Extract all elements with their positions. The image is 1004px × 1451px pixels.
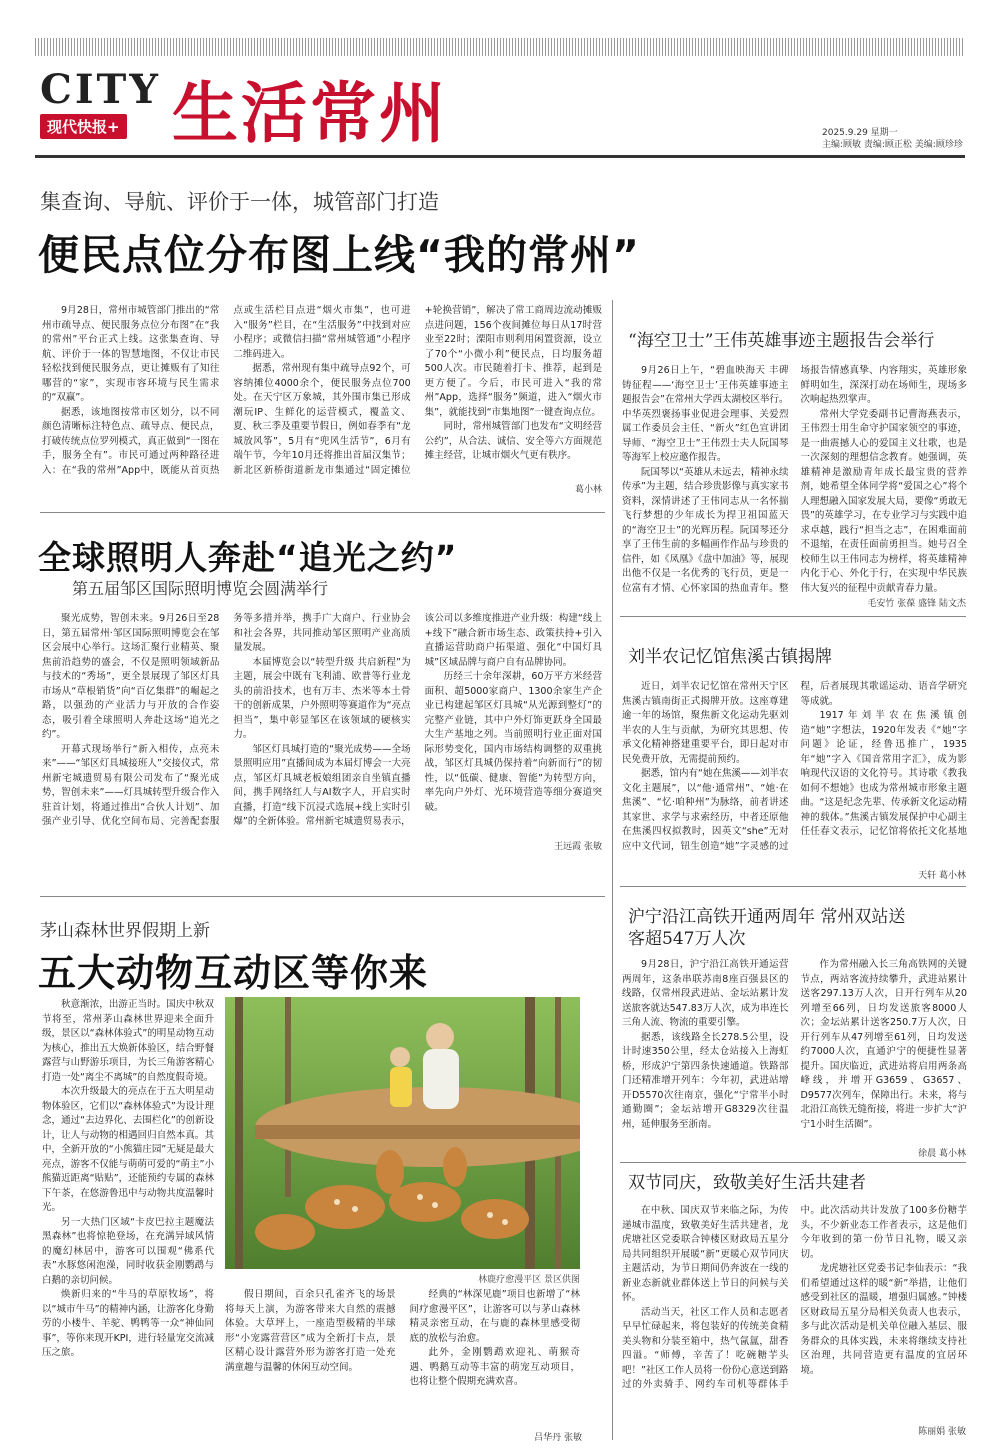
side1-body [622, 364, 967, 596]
story2-paragraph: 聚光成势，智创未来。9月26日至28日，第五届常州·邹区国际照明博览会在邹区会展中心举行。这场汇聚行业精英、聚焦前沿趋势的盛会，不仅是照明领域新品与技术的“秀场”，更全景展现了邹区灯具市场从“草根销货”向“百亿集群”的崛起之路，以强劲的产业活力与开放的合作姿态，吸引着全球照明人奔赴这场“追光之约”。 [42, 613, 220, 740]
deer-interaction-photo [225, 997, 580, 1269]
side3-paragraph: 据悉，该线路全长278.5公里，设计时速350公里，经太仓站接入上海虹桥，形成沪宁第四条快速通道。铁路部门还精准增开列车：今年初，武进站增开D5570次往南京，强化“宁常半小时通勤圈”；金坛站增开G8329次往温州，延伸服务至浙南。 [622, 1031, 789, 1130]
side2-byline: 天轩 葛小林 [918, 871, 966, 881]
story3-paragraph: 另一大热门区域“卡皮巴拉主题魔法黑森林”也将惊艳登场，在充满异域风情的魔幻林居中，游客可以围观“佛系代表”水豚悠闲泡澡，同时收获金刚鹦鹉与白鹅的亲切问候。 [42, 1216, 214, 1286]
side4-paragraph: 在中秋、国庆双节来临之际，为传递城市温度，致敬美好生活共建者，龙虎塘社区党委联合钟楼区财政局五星分局共同组织开展暖“新”更暖心双节同庆主题活动，为节日期间仍奔波在一线的新业态新就业群体送上节日的问候与关怀。 [622, 1205, 789, 1303]
story2-headline: 全球照明人奔赴“追光之约” [38, 538, 458, 577]
side3-headline: 沪宁沿江高铁开通两周年 常州双站送客超547万人次 [628, 907, 906, 949]
side4-paragraph: 活动当天，社区工作人员和志愿者早早忙碌起来，将包装好的传统美食精美头物和分装至箱中，热气氤氲，甜香四溢。“师傅，辛苦了！吃碗糖芋头吧！”社区工作人员将一份份心意送到路过的外卖骑手、网约车司机等群体手中。此次活动共计发放了100多份糖芋头，不少新业态工作者表示，这是他们今年收到的第一份节日礼物，暖又亲切。 [622, 1205, 967, 1390]
side4-body [622, 1204, 967, 1422]
side1-byline: 毛安竹 张葆 盛锋 陆文杰 [867, 599, 966, 609]
side4-headline: 双节同庆，致敬美好生活共建者 [628, 1173, 866, 1193]
story3-paragraph: 经典的“林深见鹿”项目也新增了“林间疗愈漫平区”，让游客可以与茅山森林精灵亲密互动，在与鹿的森林里感受彻底的放松与治愈。 [409, 1289, 580, 1344]
story1-byline: 葛小林 [574, 485, 602, 495]
story3-body-col2 [225, 1288, 580, 1428]
newspaper-brand-logo: 现代快报+ [40, 114, 127, 139]
divider [40, 512, 605, 513]
story1-paragraph: 据悉，常州现有集中疏导点92个，可容纳摊位4000余个，便民服务点位700处。在天宁区万象城，其外围市集已形成潮玩IP、生鲜化的运营模式，覆盖文、夏、秋三季及重要节假日，例如春季有“龙城放风筝”，5月有“兜风生活节”，6月有端午节，今年10月还将推出首届汉集节；新北区新桥街道新龙市集通过“固定摊位+轮换营销”，解决了常工商周边流动摊贩点进问题，156个夜间摊位每日从17时营业至22时；溧阳市则利用闲置资源，设立了70个“小微小利”便民点，日均服务超500人次。市民随着打卡、推荐，起到是更方便了。今后，市民可进入“我的常州”App，选择“服务”频道，进入“烟火市集”，就能找到“市集地图”一键查询点位。 [233, 305, 602, 476]
issue-editors: 主编:顾敏 责编:顾正松 美编:顾珍珍 [822, 140, 963, 150]
divider [620, 616, 966, 617]
divider [620, 1162, 966, 1163]
section-title: 生活常州 [172, 74, 448, 152]
side4-paragraph: 龙虎塘社区党委书记李仙表示：“我们希望通过这样的暖“新”举措，让他们感受到社区的温暖，增强归属感。”钟楼区财政局五星分局相关负责人也表示，多与此次活动是机关单位融入基层、服务群众的具体实践，未来将继续支持社区治理，共同营造更有温度的宜居环境。 [800, 1263, 967, 1376]
top-decorative-band [35, 38, 965, 56]
divider [40, 896, 605, 897]
story3-paragraph: 此外，金刚鹦鹉欢迎礼、萌猴奇遇、鸭鹅互动等丰富的萌宠互动项目，也将让整个假期充满欢喜。 [409, 1347, 580, 1387]
story2-paragraph: 本届博览会以“转型升级 共启新程”为主题，展会中既有飞利浦、欧普等行业龙头的前沿技术，也有万丰、杰米等本土骨干的创新成果，户外照明等赛道作为“亮点担当”，集中彰显邹区在该领域的硬核实力。 [233, 656, 411, 740]
side1-paragraph: 9月26日上午，“碧血映海天 丰碑铸征程——‘海空卫士’王伟英雄事迹主题报告会”在常州大学西太湖校区举行。中华英烈褒扬事业促进会理事、关爱烈属工作委员会主任、“新火”红色宣讲团导师、“海空卫士”王伟烈士夫人阮国琴等海军上校应邀作报告。 [622, 365, 789, 463]
story3-paragraph: 本次升级最大的亮点在于五大明星动物体验区，它们以“森林体验式”为设计理念，通过“去边界化、去围栏化”的创新设计，让人与动物的相遇回归自然本真。其中，全新开放的“小熊猫庄园”无疑是最大亮点，游客不仅能与萌萌可爱的“萌主”小熊猫近距离“贴贴”，还能预约专属的森林下午茶，在悠游鲁迅中与动物共度温馨时光。 [42, 1086, 214, 1213]
column-separator [612, 300, 613, 1440]
masthead-rule [35, 155, 965, 158]
side3-byline: 徐晨 葛小林 [918, 1149, 966, 1159]
story2-paragraph: 历经三十余年深耕，60万平方米经营面积、超5000家商户、1300余家生产企业已构建起邹区灯具城“从光源到整灯”的完整产业链，其中户外灯饰更跃身全国最大生产基地之列。当前照明行业正面对国际形势变化，国内市场结构调整的双重挑战，邹区灯具城仍保持着“向新而行”的韧性，以“低碳、健康、智能”为转型方向，率先向户外灯、光环境营造等细分赛道突破。 [424, 671, 602, 813]
side1-headline: “海空卫士”王伟英雄事迹主题报告会举行 [628, 331, 935, 351]
story1-body [42, 304, 602, 480]
side3-paragraph: 作为常州融入长三角高铁网的关键节点，两站客流持续攀升，武进站累计送客297.13万人次，日开行列车从20列增至66列，日均发送旅客8000人次；金坛站累计送客250.7万人次，日开行列车从47列增至61列，日均发送约7000人次，直通沪宁的便捷性显著提升。国庆临近，武进站将启用两条高峰线，并增开G3659、G3657、D9577次列车，保障出行。未来，将与北沿江高铁无缝衔接，将进一步扩大“沪宁1小时生活圈”。 [800, 959, 967, 1130]
story3-byline: 吕华丹 张敏 [534, 1433, 582, 1443]
story3-paragraph: 假日期间，百余只孔雀齐飞的场景将每天上演，为游客带来大自然的震撼体验。大草坪上，一座造型极精的半球形“小宠露营营区”成为全新打卡点，景区精心设计露营外形为游客打造一处充满童趣与温馨的休闲互动空间。 [225, 1289, 396, 1373]
story2-subhead: 第五届邹区国际照明博览会圆满举行 [72, 579, 329, 598]
side2-paragraph: 近日，刘半农记忆馆在常州天宁区焦溪古镇南街正式揭牌开放。这座尊建逾一年的场馆，聚焦新文化运动先驱刘半农的人生与贡献，为研究其思想、传承文化精神搭建重要平台，即日起对市民免费开放，无需提前预约。 [622, 681, 789, 765]
side1-paragraph: 阮国琴以“英雄从未远去，精神永续传承”为主题，结合珍贵影像与真实家书资料，深情讲述了王伟同志从一名怀揣飞行梦想的少年成长为捍卫祖国蓝天的“海空卫士”的光辉历程。阮国琴还分享了王伟生前的多幅画作作品与珍贵的信件，如《凤凰》《盘中加油》等，展现出他不仅是一名优秀的飞行员，更是一位富有才情、心怀家国的热血青年。整场报告情感真挚、内容翔实，英雄形象鲜明如生，深深打动在场师生，现场多次响起热烈掌声。 [622, 365, 967, 594]
issue-date: 2025.9.29 星期一 [822, 128, 898, 138]
story3-paragraph: 焕新归来的“牛马的草原牧场”，将以“城市牛马”的精神内涵，让游客化身勤劳的小楼牛、羊驼、鸭鸭等一众“神仙同事”，等你来现开KPI，进行轻量宠交流减压之旅。 [42, 1289, 214, 1358]
story3-body-col1 [42, 998, 214, 1408]
story2-byline: 王远霞 张敏 [554, 842, 602, 852]
story2-body [42, 612, 602, 838]
story2-paragraph: 开幕式现场举行“新入相传，点亮未来”——“邹区灯具城接班人”交接仪式，常州新宅城遗贸易有限公司发布了“聚光成势，智创未来”——灯具城转型升级合作入驻首计划，将通过推出“合伙人计划”、加强产业引导、优化空间布局、完善配套服务等多措并举，携手广大商户、行业协会和社会各界，共同推动邹区照明产业高质量发展。 [42, 613, 411, 827]
story1-paragraph: 9月28日，常州市城管部门推出的“常州市疏导点、便民服务点位分布图”在“我的常州”平台正式上线。这张集查询、导航、评价于一体的智慧地图，不仅让市民轻松找到便民服务点，更让摊贩有了知往哪营的“家”，实现市容环境与民生需求的“双赢”。 [42, 305, 220, 403]
issue-meta [822, 127, 963, 151]
side2-headline: 刘半农记忆馆焦溪古镇揭牌 [628, 647, 832, 667]
photo-caption: 林鹿疗愈漫平区 景区供图 [478, 1275, 580, 1285]
masthead-city-label: CITY [40, 66, 161, 113]
side3-body [622, 958, 967, 1146]
side3-paragraph: 9月28日，沪宁沿江高铁开通运营两周年，这条串联苏南8座百强县区的线路，仅常州段武进站、金坛站累计发送旅客就达547.83万人次，成为串连长三角人流、物流的重要引擎。 [622, 959, 789, 1028]
side2-body [622, 680, 967, 868]
story2-paragraph: 邹区灯具城打造的“聚光成势——全场景照明应用”直播间成为本届灯博会一大亮点，邹区灯具城老板娘组团亲自坐镇直播间，携手网络红人与AI数字人，开启实时直播，打造“线下沉浸式选展+线上实时引爆”的全新体验。常州新宅城遗贸易表示，该公司以多维度推进产业升级：构建“线上+线下”融合新市场生态、政策扶持+引入直播运营助商户拓渠道、强化“中国灯具城”区域品牌与商户自有品牌协同。 [233, 613, 602, 827]
divider [620, 886, 966, 887]
story3-kicker: 茅山森林世界假期上新 [40, 921, 210, 941]
story1-kicker: 集查询、导航、评价于一体，城管部门打造 [40, 190, 439, 214]
side4-byline: 陈丽娟 张敏 [918, 1427, 966, 1437]
side1-paragraph: 常州大学党委副书记曹海燕表示，王伟烈士用生命守护国家领空的事迹，是一曲震撼人心的爱国主义壮歌，也是一次深刻的理想信念教育。她强调，英雄精神是激励青年成长最宝贵的营养剂，她希望全体同学将“爱国之心”将个人理想融入国家发展大局，要像“勇敢无畏”的英雄学习，在专业学习与实践中追求卓越，践行“担当之志”，在困难面前不退缩，在责任面前勇担当。她号召全校师生以王伟同志为榜样，将英雄精神内化于心、外化于行，在实现中华民族伟大复兴的征程中贡献青春力量。 [800, 408, 967, 594]
story1-paragraph: 同时，常州城管部门也发布“文明经营公约”，从合法、诚信、安全等六方面规范摊主经营，让城市烟火气更有秩序。 [424, 421, 602, 461]
story3-headline: 五大动物互动区等你来 [38, 951, 429, 995]
side2-paragraph: 据悉，馆内有“她在焦溪——刘半农文化主题展”，以“他·通常州”、“她·在焦溪”、“忆·咱种州”为脉络，前者讲述其家世、求学与求索经历，中者还原他在焦溪四权拟教时，因英文“she”无对应中文代词，钮生创造“她”字灵感的过程，后者展现其歌谣运动、语音学研究等成就。 [622, 681, 967, 852]
story1-paragraph: 据悉，该地图按常市区划分，以不同颜色清晰标注特色点、疏导点、便民点，打破传统点位罗列模式，真正做到“一图在手，服务全有”。市民可通过两种路径进入：在“我的常州”App中，既能从首页热点或生活栏目点进“烟火市集”，也可进入“服务”栏目，在“生活服务”中找到对应小程序；或微信扫描“常州城管通”小程序二维码进入。 [42, 305, 411, 476]
story1-headline: 便民点位分布图上线“我的常州” [38, 231, 640, 279]
side2-paragraph: 1917年刘半农在焦溪镇创造“她”字想法，1920年发表《“她”字问题》论证，经鲁迅推广，1935年“她”字入《国音常用字汇》，成为影响现代汉语的文化符号。其诗歌《教我如何不想她》也成为常州城市形象主题曲。“这是纪念先辈、传承新文化运动精神的载体。”焦溪古镇发展保护中心副主任任春文表示，记忆馆将依托文化基地 [800, 710, 967, 837]
story3-paragraph: 秋意渐浓，出游正当时。国庆中秋双节将至，常州茅山森林世界迎来全面升级，景区以“森林体验式”的明星动物互动为核心，推出五大焕新体验区，结合野餐露营与山野游乐项目，为长三角游客精心打造一处“离尘不离城”的自然度假奇境。 [42, 999, 214, 1083]
deer-photo-illustration [225, 997, 580, 1269]
